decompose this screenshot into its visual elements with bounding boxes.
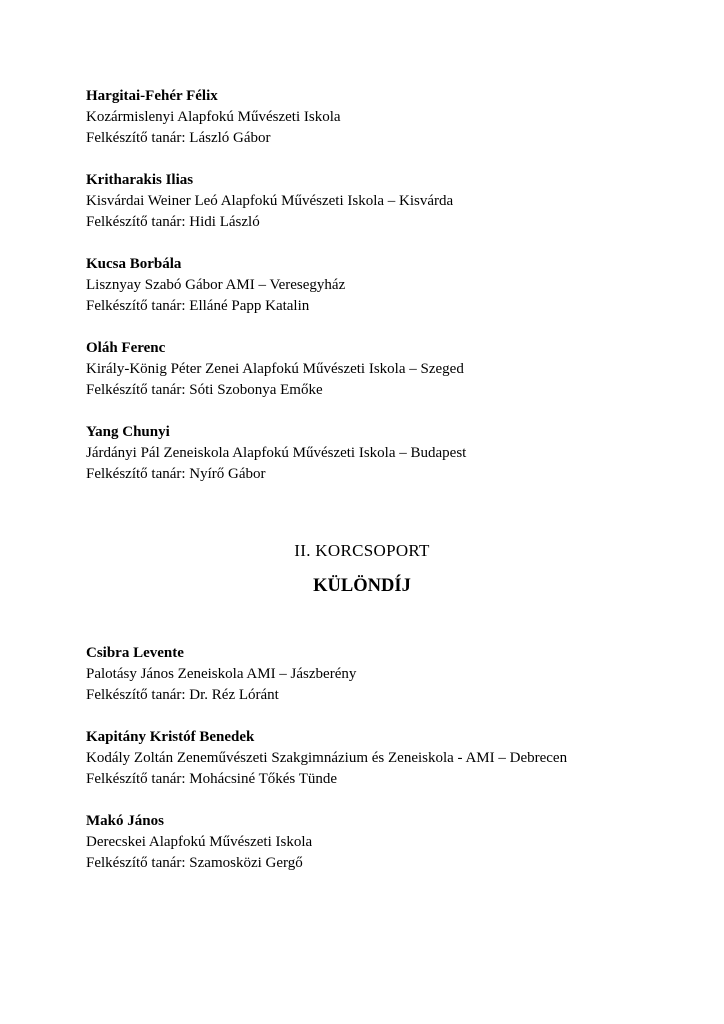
student-entry (86, 254, 706, 317)
student-entry (86, 170, 706, 233)
school-name: Kisvárdai Weiner Leó Alapfokú Művészeti Iskola – Kisvárda (86, 193, 454, 209)
student-name: Makó János (86, 813, 164, 829)
student-name: Hargitai-Fehér Félix (86, 88, 218, 104)
teacher-line: Felkészítő tanár: Dr. Réz Lóránt (86, 687, 279, 703)
teacher-line: Felkészítő tanár: Hidi László (86, 214, 260, 230)
teacher-line: Felkészítő tanár: Nyírő Gábor (86, 466, 266, 482)
school-name: Derecskei Alapfokú Művészeti Iskola (86, 834, 313, 850)
student-entry (86, 643, 706, 706)
student-name: Yang Chunyi (86, 424, 170, 440)
student-entry (86, 727, 706, 790)
student-name: Kucsa Borbála (86, 256, 182, 272)
student-entry (86, 811, 706, 874)
student-entry (86, 338, 706, 401)
student-name: Kapitány Kristóf Benedek (86, 729, 255, 745)
student-name: Oláh Ferenc (86, 340, 166, 356)
section-subtitle: KÜLÖNDÍJ (313, 576, 411, 596)
section-title: II. KORCSOPORT (294, 541, 430, 560)
teacher-line: Felkészítő tanár: Sóti Szobonya Emőke (86, 382, 323, 398)
teacher-line: Felkészítő tanár: Szamosközi Gergő (86, 855, 303, 871)
student-entry (86, 86, 706, 149)
teacher-line: Felkészítő tanár: László Gábor (86, 130, 271, 146)
student-name: Csibra Levente (86, 645, 184, 661)
teacher-line: Felkészítő tanár: Elláné Papp Katalin (86, 298, 310, 314)
school-name: Lisznyay Szabó Gábor AMI – Veresegyház (86, 277, 346, 293)
school-name: Király-König Péter Zenei Alapfokú Művészeti Iskola – Szeged (86, 361, 464, 377)
school-name: Kodály Zoltán Zeneművészeti Szakgimnázium és Zeneiskola - AMI – Debrecen (86, 750, 568, 766)
student-name: Kritharakis Ilias (86, 172, 194, 188)
school-name: Palotásy János Zeneiskola AMI – Jászberény (86, 666, 357, 682)
student-entry (86, 422, 706, 485)
school-name: Járdányi Pál Zeneiskola Alapfokú Művészeti Iskola – Budapest (86, 445, 467, 461)
teacher-line: Felkészítő tanár: Mohácsiné Tőkés Tünde (86, 771, 338, 787)
school-name: Kozármislenyi Alapfokú Művészeti Iskola (86, 109, 341, 125)
